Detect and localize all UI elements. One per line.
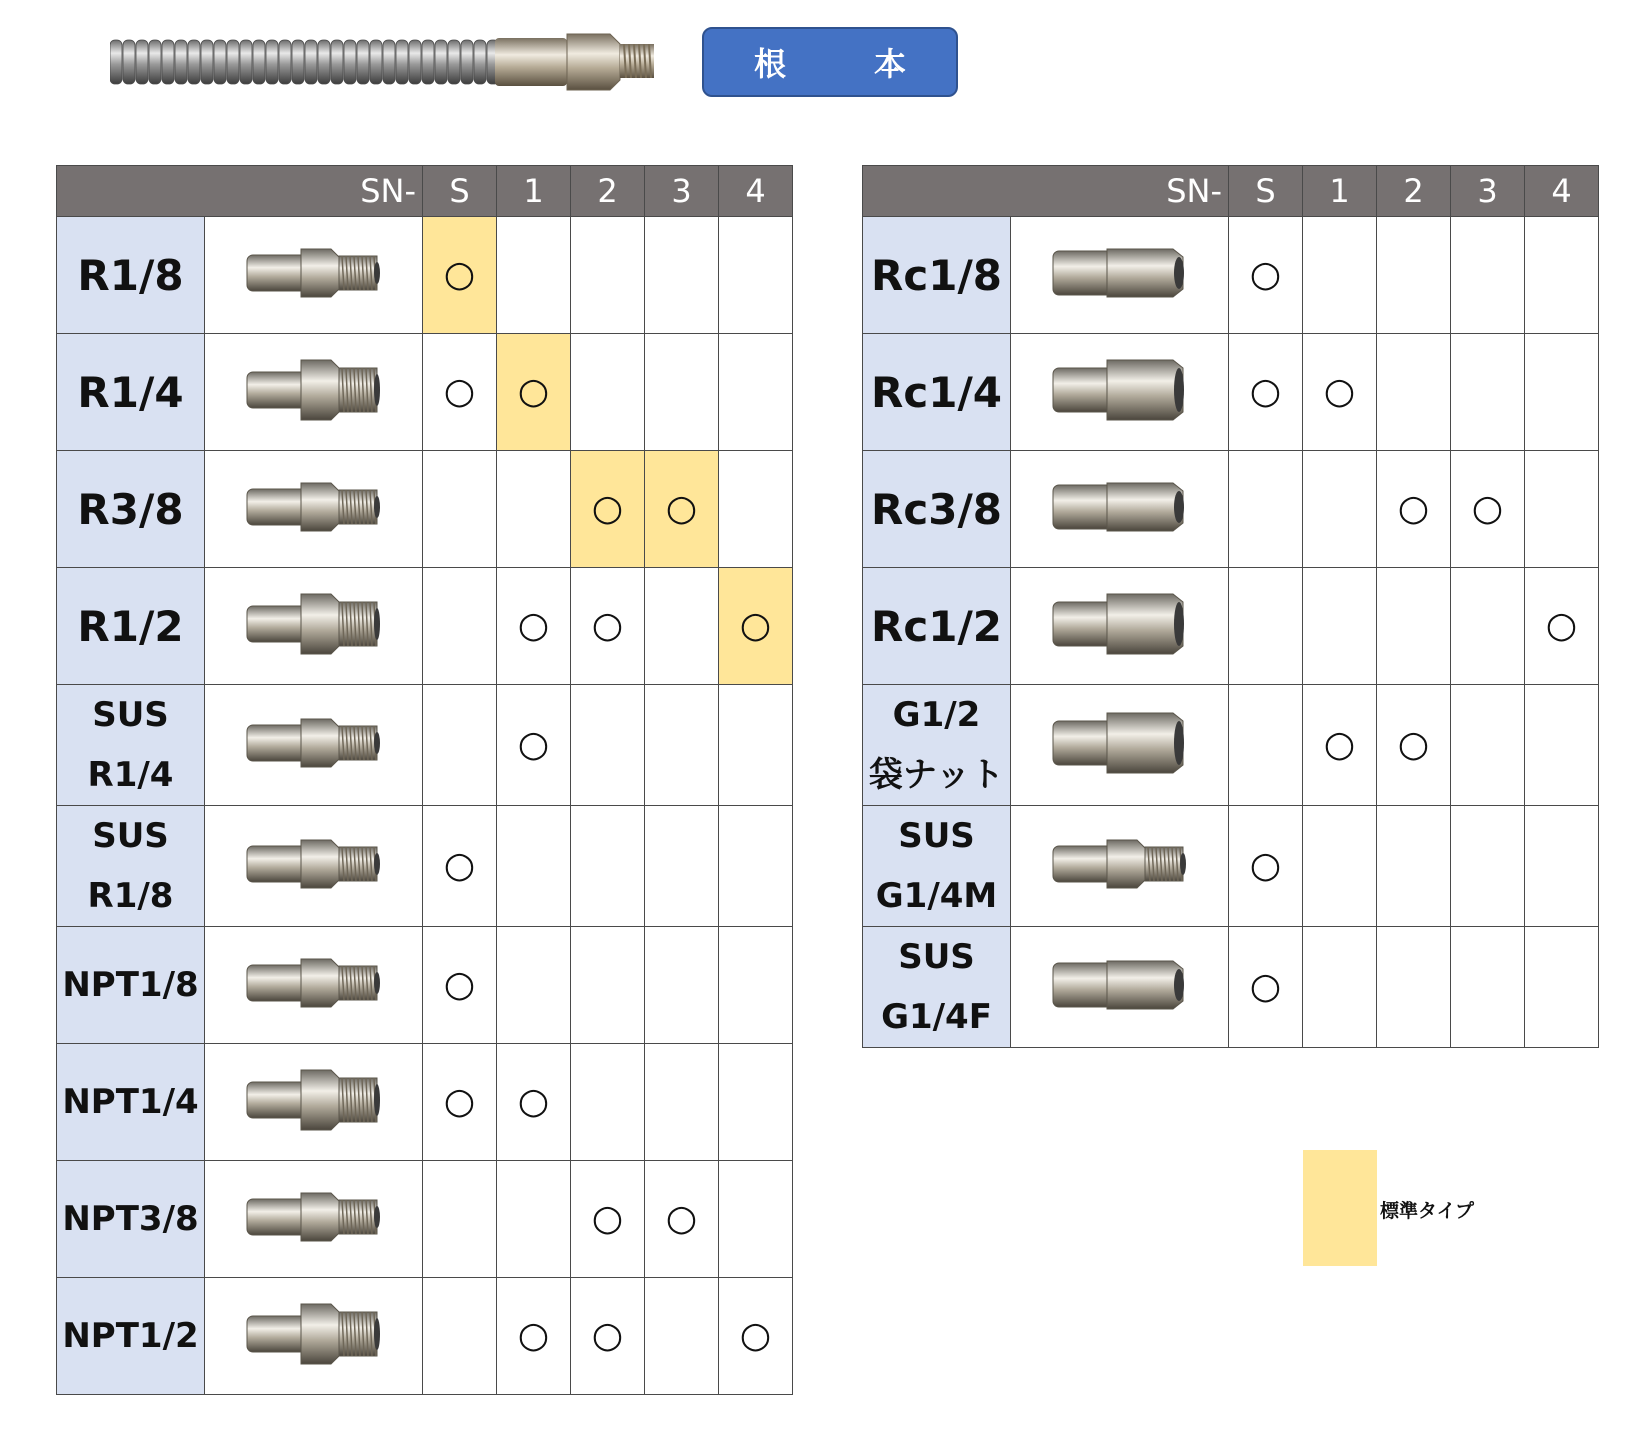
availability-cell bbox=[1451, 568, 1525, 685]
table-row bbox=[57, 806, 793, 927]
label-line: 袋ナット bbox=[868, 755, 1005, 795]
availability-mark: ○ bbox=[1249, 371, 1282, 412]
availability-cell bbox=[645, 806, 719, 927]
female-fitting-icon bbox=[1045, 584, 1195, 664]
connection-size-label bbox=[863, 334, 1011, 451]
availability-cell bbox=[1525, 568, 1599, 685]
availability-cell bbox=[1451, 334, 1525, 451]
label-line: G1/4F bbox=[881, 997, 992, 1037]
availability-cell bbox=[1525, 806, 1599, 927]
sn-prefix-header: SN- bbox=[863, 166, 1229, 217]
male-fitting-icon bbox=[239, 943, 389, 1023]
availability-cell bbox=[1377, 685, 1451, 806]
availability-mark: ○ bbox=[1323, 724, 1356, 765]
availability-mark: ○ bbox=[443, 254, 476, 295]
right-spec-table bbox=[862, 165, 1599, 1048]
col-header-3: 3 bbox=[1451, 166, 1525, 217]
availability-cell bbox=[645, 1044, 719, 1161]
fitting-image-cell bbox=[1011, 927, 1229, 1048]
table-row bbox=[57, 1044, 793, 1161]
connection-size-label bbox=[57, 927, 205, 1044]
availability-cell bbox=[1303, 451, 1377, 568]
fitting-image-cell bbox=[205, 806, 423, 927]
male-fitting-icon bbox=[239, 1177, 389, 1257]
label-line: NPT1/2 bbox=[62, 1316, 199, 1356]
availability-cell bbox=[719, 927, 793, 1044]
connection-size-label bbox=[57, 334, 205, 451]
female-fitting-icon bbox=[1045, 703, 1195, 783]
table-row bbox=[57, 685, 793, 806]
availability-mark: ○ bbox=[517, 724, 550, 765]
availability-mark: ○ bbox=[517, 371, 550, 412]
connection-size-label bbox=[57, 217, 205, 334]
connection-size-label bbox=[863, 806, 1011, 927]
label-line: R1/2 bbox=[77, 601, 184, 651]
label-line: Rc1/8 bbox=[870, 250, 1003, 300]
male-fitting-icon bbox=[239, 1060, 389, 1140]
label-line: NPT1/8 bbox=[62, 965, 199, 1005]
availability-mark: ○ bbox=[517, 1315, 550, 1356]
fitting-image-cell bbox=[205, 1161, 423, 1278]
label-line: SUS bbox=[92, 816, 169, 856]
availability-cell bbox=[719, 806, 793, 927]
availability-cell bbox=[1303, 568, 1377, 685]
availability-cell bbox=[1229, 334, 1303, 451]
availability-cell bbox=[497, 568, 571, 685]
availability-cell bbox=[645, 334, 719, 451]
availability-mark: ○ bbox=[591, 488, 624, 529]
availability-cell bbox=[645, 451, 719, 568]
table-row bbox=[57, 451, 793, 568]
availability-cell bbox=[719, 451, 793, 568]
connection-size-label bbox=[57, 1161, 205, 1278]
availability-cell bbox=[423, 451, 497, 568]
label-line: G1/4M bbox=[875, 876, 998, 916]
availability-mark: ○ bbox=[591, 1315, 624, 1356]
availability-cell bbox=[1229, 685, 1303, 806]
availability-cell bbox=[571, 1278, 645, 1395]
availability-cell bbox=[571, 217, 645, 334]
availability-cell bbox=[645, 568, 719, 685]
label-line: R1/4 bbox=[87, 755, 174, 795]
connection-size-label bbox=[863, 927, 1011, 1048]
availability-mark: ○ bbox=[1397, 488, 1430, 529]
label-line: Rc1/4 bbox=[870, 367, 1003, 417]
availability-cell bbox=[1451, 451, 1525, 568]
table-row bbox=[57, 1161, 793, 1278]
availability-cell bbox=[1303, 927, 1377, 1048]
label-line: Rc1/2 bbox=[870, 601, 1003, 651]
table-row bbox=[57, 927, 793, 1044]
fitting-image-cell bbox=[205, 334, 423, 451]
availability-cell bbox=[571, 927, 645, 1044]
availability-cell bbox=[719, 1161, 793, 1278]
fitting-image-cell bbox=[1011, 568, 1229, 685]
fitting-image-cell bbox=[1011, 334, 1229, 451]
availability-mark: ○ bbox=[1249, 966, 1282, 1007]
sn-prefix-header: SN- bbox=[57, 166, 423, 217]
connection-size-label bbox=[863, 217, 1011, 334]
col-header-1: 1 bbox=[497, 166, 571, 217]
availability-cell bbox=[571, 685, 645, 806]
fitting-image-cell bbox=[1011, 451, 1229, 568]
availability-cell bbox=[423, 568, 497, 685]
availability-cell bbox=[1377, 334, 1451, 451]
availability-cell bbox=[1303, 334, 1377, 451]
availability-cell bbox=[1525, 217, 1599, 334]
fitting-image-cell bbox=[205, 1278, 423, 1395]
availability-cell bbox=[1525, 451, 1599, 568]
availability-mark: ○ bbox=[443, 845, 476, 886]
availability-cell bbox=[1525, 334, 1599, 451]
fitting-image-cell bbox=[205, 451, 423, 568]
availability-mark: ○ bbox=[591, 1198, 624, 1239]
availability-mark: ○ bbox=[1545, 605, 1578, 646]
availability-mark: ○ bbox=[1249, 254, 1282, 295]
col-header-4: 4 bbox=[1525, 166, 1599, 217]
title-badge: 根 本 bbox=[702, 27, 958, 97]
availability-cell bbox=[571, 806, 645, 927]
col-header-2: 2 bbox=[1377, 166, 1451, 217]
connection-size-label bbox=[863, 451, 1011, 568]
col-header-4: 4 bbox=[719, 166, 793, 217]
availability-cell bbox=[497, 1278, 571, 1395]
availability-cell bbox=[1377, 927, 1451, 1048]
availability-mark: ○ bbox=[1397, 724, 1430, 765]
male-fitting-icon bbox=[239, 824, 389, 904]
connection-size-label bbox=[57, 806, 205, 927]
availability-cell bbox=[1377, 568, 1451, 685]
female-fitting-icon bbox=[1045, 945, 1195, 1025]
label-line: Rc3/8 bbox=[870, 484, 1003, 534]
availability-mark: ○ bbox=[443, 964, 476, 1005]
availability-cell bbox=[1451, 685, 1525, 806]
availability-mark: ○ bbox=[591, 605, 624, 646]
availability-cell bbox=[1451, 927, 1525, 1048]
legend-swatch bbox=[1303, 1150, 1377, 1266]
availability-cell bbox=[423, 1044, 497, 1161]
male-fitting-icon bbox=[239, 584, 389, 664]
availability-cell bbox=[1525, 927, 1599, 1048]
availability-mark: ○ bbox=[517, 1081, 550, 1122]
availability-cell bbox=[423, 334, 497, 451]
availability-cell bbox=[719, 1278, 793, 1395]
availability-cell bbox=[1303, 685, 1377, 806]
fitting-image-cell bbox=[205, 685, 423, 806]
availability-cell bbox=[645, 685, 719, 806]
availability-cell bbox=[1229, 217, 1303, 334]
availability-cell bbox=[1377, 806, 1451, 927]
female-fitting-icon bbox=[1045, 350, 1195, 430]
label-line: G1/2 bbox=[892, 695, 981, 735]
table-row bbox=[57, 217, 793, 334]
connection-size-label bbox=[57, 1044, 205, 1161]
female-fitting-icon bbox=[1045, 467, 1195, 547]
header-row bbox=[863, 166, 1599, 217]
availability-cell bbox=[719, 217, 793, 334]
availability-cell bbox=[497, 685, 571, 806]
label-line: NPT3/8 bbox=[62, 1199, 199, 1239]
label-line: R1/8 bbox=[87, 876, 174, 916]
availability-mark: ○ bbox=[739, 1315, 772, 1356]
availability-mark: ○ bbox=[665, 488, 698, 529]
left-spec-table bbox=[56, 165, 793, 1395]
col-header-s: S bbox=[1229, 166, 1303, 217]
table-row bbox=[863, 451, 1599, 568]
label-line: SUS bbox=[898, 937, 975, 977]
availability-mark: ○ bbox=[1249, 845, 1282, 886]
connection-size-label bbox=[57, 1278, 205, 1395]
availability-cell bbox=[1303, 806, 1377, 927]
availability-cell bbox=[1525, 685, 1599, 806]
female-fitting-icon bbox=[1045, 233, 1195, 313]
availability-cell bbox=[1377, 451, 1451, 568]
availability-mark: ○ bbox=[1323, 371, 1356, 412]
table-row bbox=[863, 217, 1599, 334]
availability-cell bbox=[1229, 568, 1303, 685]
male-fitting-icon bbox=[239, 1294, 389, 1374]
label-line: SUS bbox=[898, 816, 975, 856]
col-header-2: 2 bbox=[571, 166, 645, 217]
availability-cell bbox=[497, 1044, 571, 1161]
male-fitting-icon bbox=[239, 703, 389, 783]
availability-cell bbox=[1229, 451, 1303, 568]
availability-mark: ○ bbox=[1471, 488, 1504, 529]
availability-cell bbox=[571, 334, 645, 451]
col-header-1: 1 bbox=[1303, 166, 1377, 217]
availability-cell bbox=[497, 927, 571, 1044]
availability-cell bbox=[423, 1278, 497, 1395]
connection-size-label bbox=[57, 568, 205, 685]
availability-cell bbox=[423, 806, 497, 927]
male-fitting-icon bbox=[239, 233, 389, 313]
availability-cell bbox=[497, 806, 571, 927]
table-row bbox=[863, 927, 1599, 1048]
label-line: NPT1/4 bbox=[62, 1082, 199, 1122]
table-row bbox=[863, 685, 1599, 806]
availability-cell bbox=[497, 334, 571, 451]
availability-cell bbox=[1451, 217, 1525, 334]
availability-cell bbox=[719, 1044, 793, 1161]
table-row bbox=[863, 568, 1599, 685]
fitting-image-cell bbox=[205, 927, 423, 1044]
connection-size-label bbox=[863, 568, 1011, 685]
availability-mark: ○ bbox=[739, 605, 772, 646]
availability-cell bbox=[1377, 217, 1451, 334]
availability-mark: ○ bbox=[517, 605, 550, 646]
table-row bbox=[57, 1278, 793, 1395]
availability-cell bbox=[423, 217, 497, 334]
fitting-image-cell bbox=[1011, 806, 1229, 927]
availability-cell bbox=[719, 334, 793, 451]
connection-size-label bbox=[57, 451, 205, 568]
fitting-image-cell bbox=[205, 217, 423, 334]
male-fitting-icon bbox=[239, 350, 389, 430]
fitting-image-cell bbox=[205, 568, 423, 685]
availability-cell bbox=[645, 1278, 719, 1395]
availability-mark: ○ bbox=[665, 1198, 698, 1239]
fitting-image-cell bbox=[1011, 217, 1229, 334]
availability-cell bbox=[571, 1044, 645, 1161]
flexible-hose-image bbox=[110, 24, 670, 99]
availability-cell bbox=[497, 451, 571, 568]
male-fitting-icon bbox=[1045, 824, 1195, 904]
availability-cell bbox=[571, 568, 645, 685]
label-line: SUS bbox=[92, 695, 169, 735]
availability-cell bbox=[571, 451, 645, 568]
availability-cell bbox=[423, 927, 497, 1044]
table-row bbox=[57, 568, 793, 685]
availability-mark: ○ bbox=[443, 371, 476, 412]
availability-cell bbox=[645, 927, 719, 1044]
table-row bbox=[863, 806, 1599, 927]
availability-cell bbox=[1229, 927, 1303, 1048]
header-row bbox=[57, 166, 793, 217]
availability-cell bbox=[1303, 217, 1377, 334]
col-header-s: S bbox=[423, 166, 497, 217]
fitting-image-cell bbox=[1011, 685, 1229, 806]
availability-cell bbox=[1451, 806, 1525, 927]
table-row bbox=[57, 334, 793, 451]
table-row bbox=[863, 334, 1599, 451]
fitting-image-cell bbox=[205, 1044, 423, 1161]
availability-cell bbox=[719, 568, 793, 685]
availability-mark: ○ bbox=[443, 1081, 476, 1122]
availability-cell bbox=[645, 217, 719, 334]
availability-cell bbox=[497, 217, 571, 334]
availability-cell bbox=[1229, 806, 1303, 927]
label-line: R1/8 bbox=[77, 250, 184, 300]
availability-cell bbox=[571, 1161, 645, 1278]
availability-cell bbox=[423, 685, 497, 806]
connection-size-label bbox=[863, 685, 1011, 806]
label-line: R3/8 bbox=[77, 484, 184, 534]
col-header-3: 3 bbox=[645, 166, 719, 217]
availability-cell bbox=[719, 685, 793, 806]
legend-label: 標準タイプ bbox=[1380, 1200, 1475, 1222]
availability-cell bbox=[645, 1161, 719, 1278]
availability-cell bbox=[497, 1161, 571, 1278]
label-line: R1/4 bbox=[77, 367, 184, 417]
availability-cell bbox=[423, 1161, 497, 1278]
connection-size-label bbox=[57, 685, 205, 806]
male-fitting-icon bbox=[239, 467, 389, 547]
